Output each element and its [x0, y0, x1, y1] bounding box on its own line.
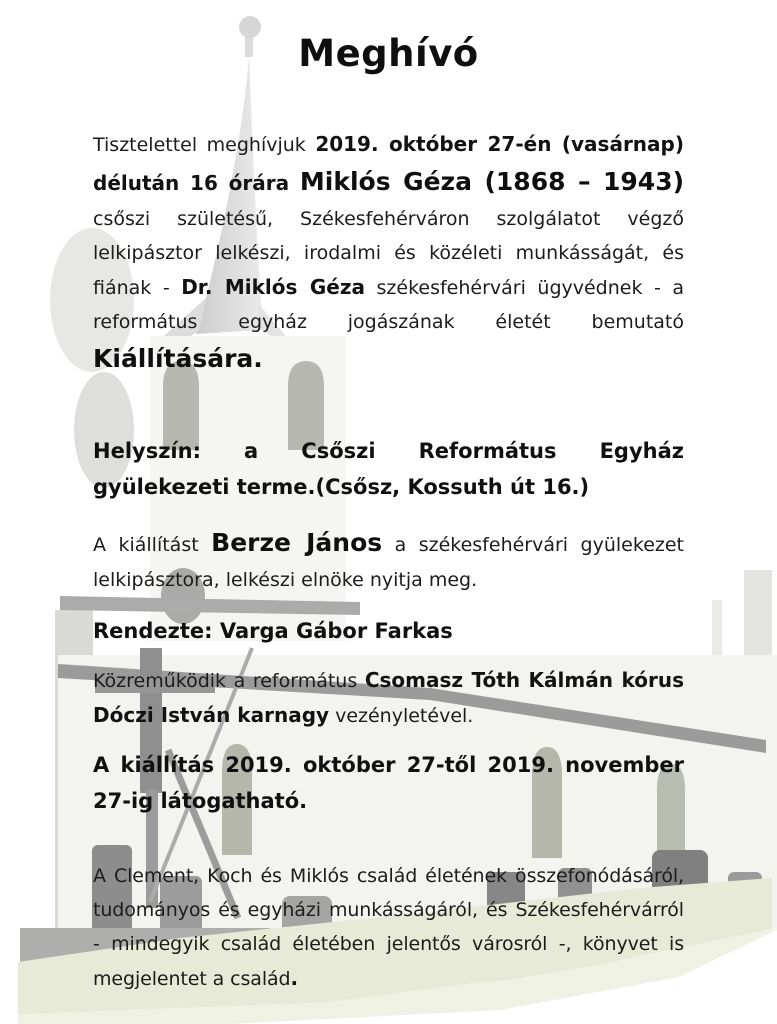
- paragraph-closing: [93, 859, 684, 996]
- paragraph-choir: [93, 663, 684, 733]
- paragraph-intro: [93, 127, 684, 379]
- opening-text: a székesfehérvári gyülekezet lelkipásztora, lelkészi elnöke nyitja meg.: [93, 534, 684, 591]
- event-date-text: 2019. október 27-én (vasárnap) délután 16 órára: [93, 132, 685, 195]
- page-title: Meghívó: [298, 32, 479, 75]
- choir-text: Közreműködik a református: [93, 670, 365, 692]
- opener-name: Berze János: [211, 528, 383, 557]
- opening-text: A kiállítást: [93, 534, 212, 556]
- intro-text: Tisztelettel meghívjuk: [93, 134, 316, 156]
- closing-period: .: [290, 966, 299, 990]
- closing-text: A Clement, Koch és Miklós család életének összefonódásáról, tudományos és egyházi munkásságáról, és Székesfehérvárról - mindegyik család életében jelentős városról -, könyvet is megjelentet a család: [93, 865, 684, 990]
- intro-text: csőszi születésű, Székesfehérváron szolgálatot végző lelkipásztor lelkészi, irodalmi és közéleti munkásságát, és fiának -: [93, 208, 684, 299]
- choir-text: vezényletével.: [329, 705, 474, 727]
- honoree-name: Miklós Géza (1868 – 1943): [299, 167, 685, 196]
- paragraph-dates: A kiállítás 2019. október 27-től 2019. november 27-ig látogatható.: [93, 753, 684, 813]
- invitation-content: [0, 32, 777, 996]
- choir-name: Csomasz Tóth Kálmán kórus Dóczi István karnagy: [93, 668, 684, 727]
- son-name: Dr. Miklós Géza: [181, 275, 365, 299]
- paragraph-venue: Helyszín: a Csőszi Református Egyház gyülekezeti terme.(Csősz, Kossuth út 16.): [93, 439, 684, 499]
- paragraph-organizer: Rendezte: Varga Gábor Farkas: [93, 619, 453, 643]
- intro-text: székesfehérvári ügyvédnek - a református egyház jogászának életét bemutató: [93, 277, 685, 333]
- paragraph-opening: [93, 523, 684, 597]
- event-type-text: Kiállítására.: [93, 344, 263, 373]
